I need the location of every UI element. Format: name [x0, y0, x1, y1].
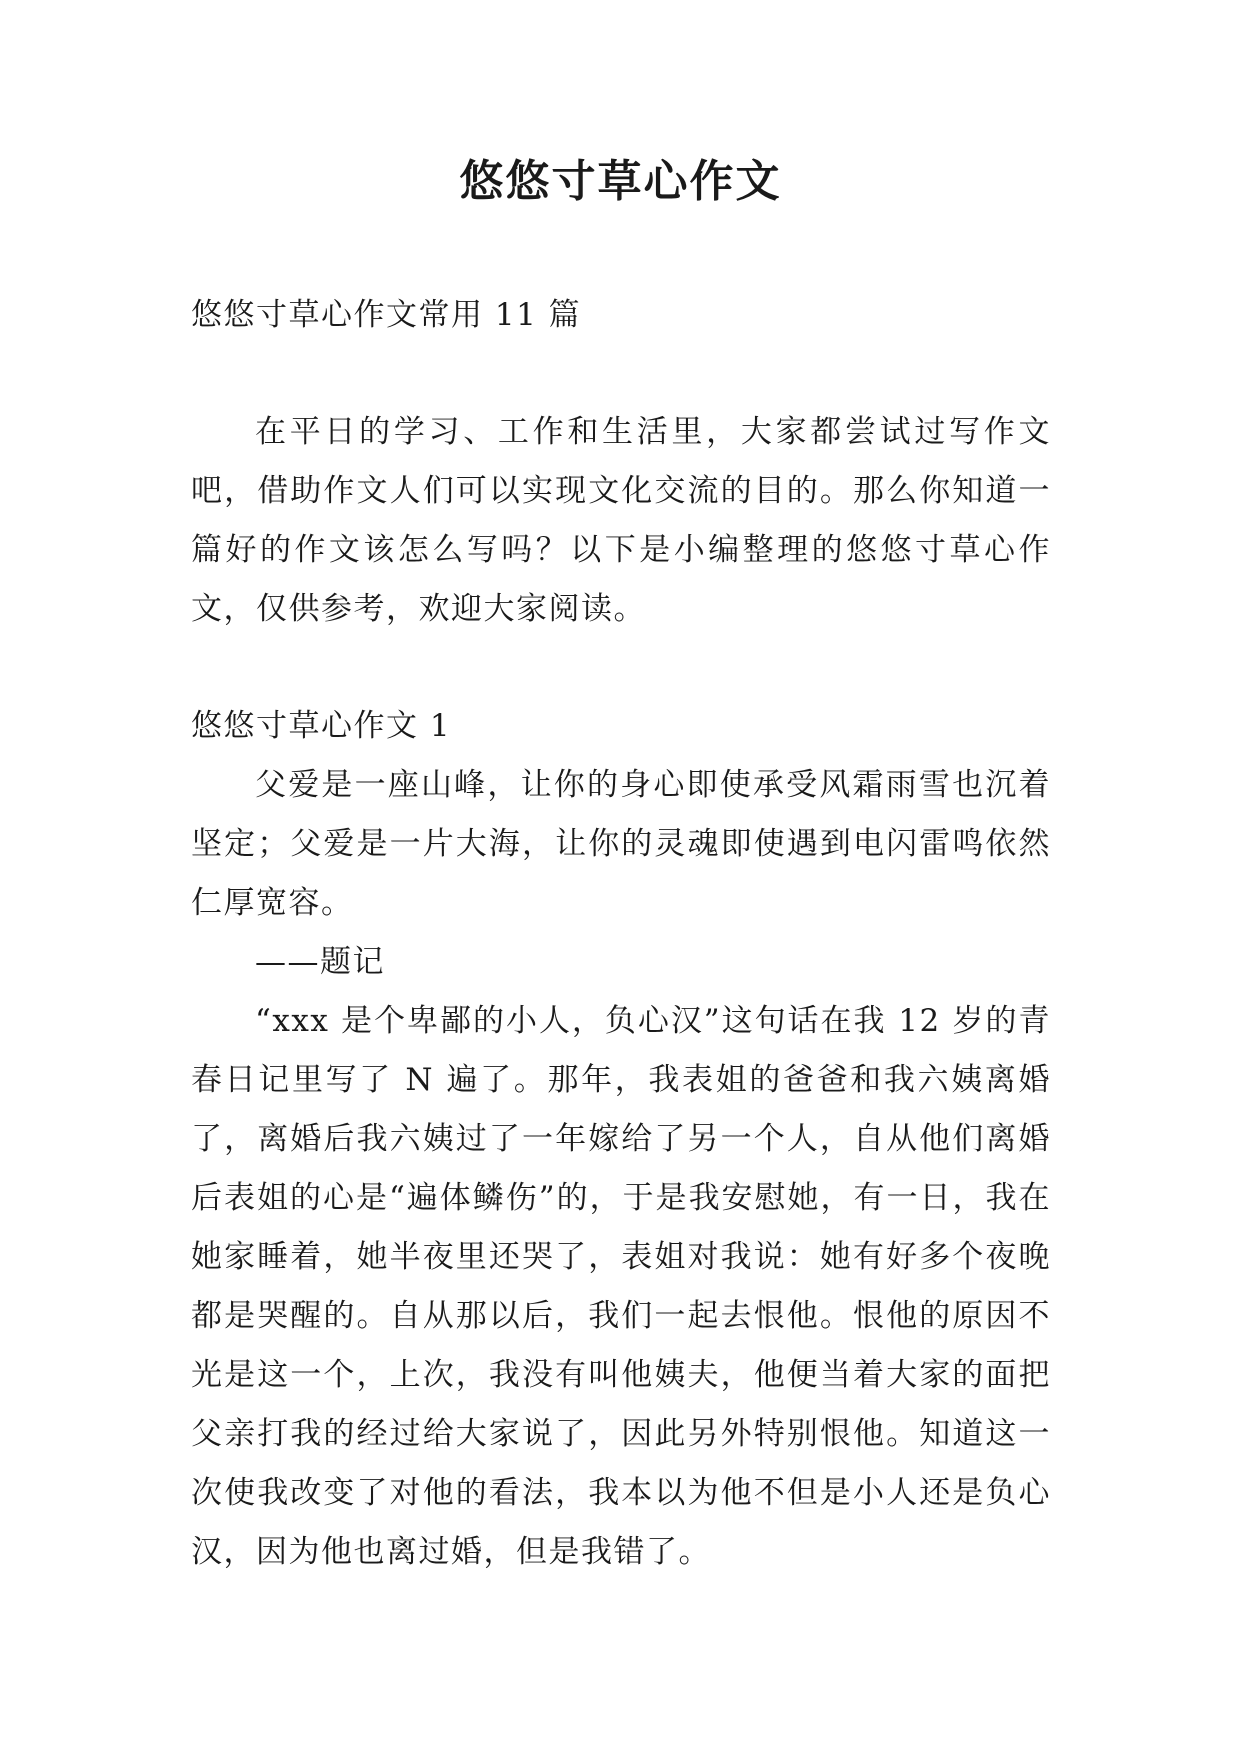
section-heading: 悠悠寸草心作文 1: [191, 708, 452, 744]
document-subtitle: [191, 286, 1051, 345]
section-paragraph-2: “xxx 是个卑鄙的小人，负心汉”这句话在我 12 岁的青春日记里写了 N 遍了。那年，我表姐的爸爸和我六姨离婚了，离婚后我六姨过了一年嫁给了另一个人，自从他们离婚后表姐的心是“遍体鳞伤”的，于是我安慰她，有一日，我在她家睡着，她半夜里还哭了，表姐对我说：她有好多个夜晚都是哭醒的。自从那以后，我们一起去恨他。恨他的原因不光是这一个，上次，我没有叫他姨夫，他便当着大家的面把父亲打我的经过给大家说了，因此另外特别恨他。知道这一次使我改变了对他的看法，我本以为他不但是小人还是负心汉，因为他也离过婚，但是我错了。: [191, 1003, 1051, 1570]
subtitle-text: 悠悠寸草心作文常用 11 篇: [191, 297, 582, 333]
intro-paragraph: [191, 403, 1051, 639]
essay-section-1: [191, 697, 1051, 1582]
section-epigraph: ——题记: [255, 944, 385, 980]
section-paragraph-1: 父爱是一座山峰，让你的身心即使承受风霜雨雪也沉着坚定；父爱是一片大海，让你的灵魂即使遇到电闪雷鸣依然仁厚宽容。: [191, 767, 1051, 921]
intro-text: 在平日的学习、工作和生活里，大家都尝试过写作文吧，借助作文人们可以实现文化交流的目的。那么你知道一篇好的作文该怎么写吗？以下是小编整理的悠悠寸草心作文，仅供参考，欢迎大家阅读。: [191, 414, 1051, 627]
document-title: 悠悠寸草心作文: [459, 156, 782, 207]
